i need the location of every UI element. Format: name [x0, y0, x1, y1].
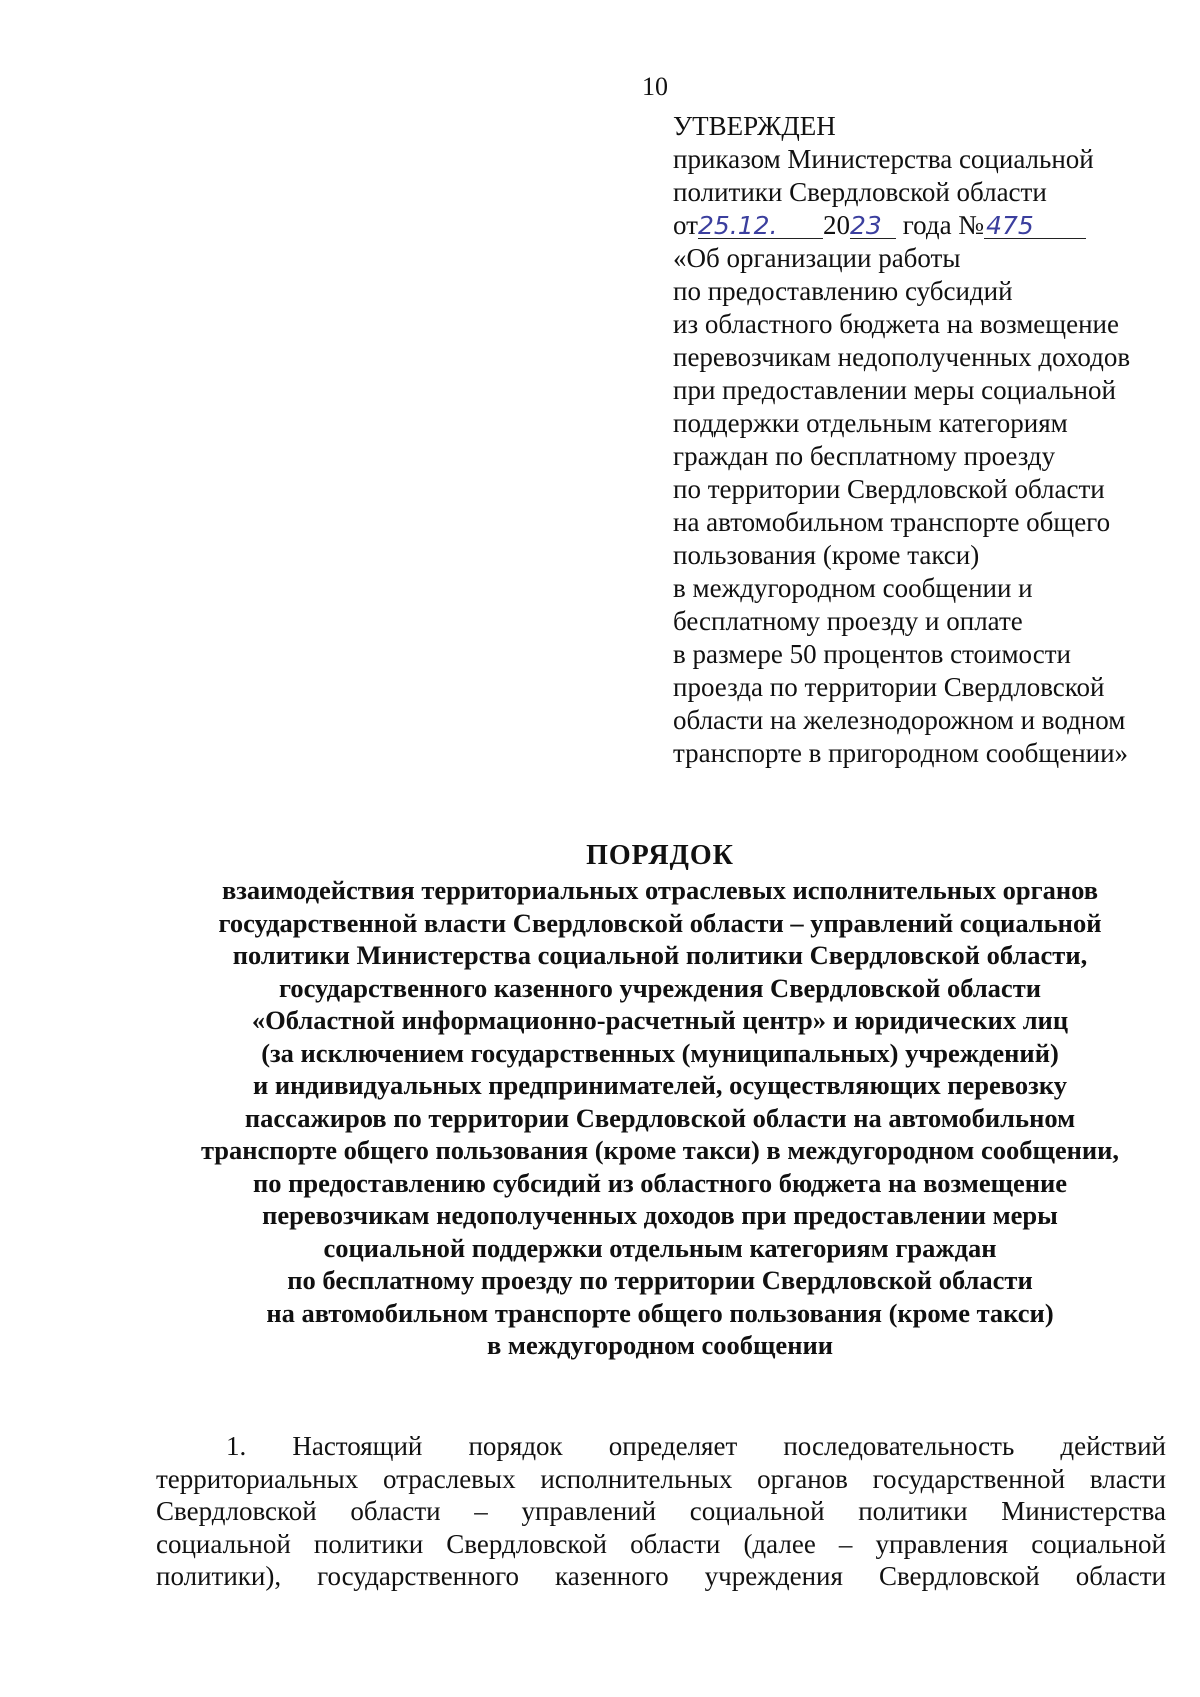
- document-subtitle-line: по предоставлению субсидий из областного бюджета на возмещение: [252, 1167, 1068, 1198]
- paragraph-line: территориальных отраслевых исполнительных органов государственной власти: [156, 1463, 1166, 1494]
- document-title-block: [140, 838, 1180, 1362]
- approval-title-line: граждан по бесплатному проезду: [673, 441, 1056, 471]
- approval-line: политики Свердловской области: [673, 177, 1047, 207]
- document-subtitle-line: политики Министерства социальной политики Свердловской области,: [232, 940, 1088, 970]
- approval-title-line: проезда по территории Свердловской: [673, 672, 1105, 702]
- document-subtitle-line: взаимодействия территориальных отраслевых исполнительных органов: [221, 875, 1099, 905]
- approval-title-line: в междугородном сообщении и: [673, 573, 1033, 603]
- approval-title-line: пользования (кроме такси): [673, 540, 980, 570]
- document-title: ПОРЯДОК: [586, 840, 734, 871]
- paragraph-1: [156, 1430, 1166, 1593]
- paragraph-line: Свердловской области – управлений социальной политики Министерства: [156, 1496, 1166, 1526]
- approval-title-line: в размере 50 процентов стоимости: [673, 639, 1071, 669]
- document-subtitle-line: (за исключением государственных (муниципальных) учреждений): [261, 1037, 1059, 1068]
- handwritten-order-number: 475: [984, 214, 1086, 239]
- approval-line: приказом Министерства социальной: [673, 144, 1094, 174]
- approval-date-line: [673, 209, 1193, 242]
- document-subtitle-line: по бесплатному проезду по территории Свердловской области: [287, 1265, 1033, 1295]
- document-subtitle-line: транспорте общего пользования (кроме такси) в междугородном сообщении,: [200, 1135, 1120, 1165]
- approval-heading: УТВЕРЖДЕН: [673, 111, 836, 141]
- paragraph-line: политики), государственного казенного учреждения Свердловской области: [156, 1561, 1166, 1591]
- page-number: 10: [642, 72, 668, 101]
- document-subtitle-line: пассажиров по территории Свердловской области на автомобильном: [244, 1102, 1076, 1133]
- approval-title-line: «Об организации работы: [673, 243, 961, 273]
- document-subtitle-line: в междугородном сообщении: [486, 1330, 833, 1360]
- document-subtitle-line: на автомобильном транспорте общего пользования (кроме такси): [266, 1297, 1054, 1328]
- approval-title-line: перевозчикам недополученных доходов: [673, 342, 1131, 372]
- approval-title-line: на автомобильном транспорте общего: [673, 507, 1111, 537]
- document-subtitle-line: социальной поддержки отдельным категориям граждан: [323, 1232, 997, 1263]
- approval-title-line: транспорте в пригородном сообщении»: [673, 738, 1129, 768]
- date-prefix: от: [673, 210, 698, 240]
- document-subtitle-line: государственной власти Свердловской области – управлений социальной: [218, 907, 1102, 938]
- year-prefix: 20: [822, 210, 850, 240]
- handwritten-year: 23: [850, 214, 896, 239]
- document-subtitle-line: перевозчикам недополученных доходов при предоставлении меры: [262, 1200, 1058, 1230]
- approval-title-line: поддержки отдельным категориям: [673, 408, 1068, 438]
- approval-title-line: области на железнодорожном и водном: [673, 705, 1126, 735]
- approval-title-line: из областного бюджета на возмещение: [673, 309, 1119, 339]
- approval-title-line: бесплатному проезду и оплате: [673, 606, 1023, 636]
- document-subtitle-line: государственного казенного учреждения Свердловской области: [279, 972, 1041, 1003]
- approval-title-line: по территории Свердловской области: [673, 474, 1105, 504]
- year-suffix: года №: [902, 210, 985, 240]
- paragraph-line: 1. Настоящий порядок определяет последовательность действий: [226, 1431, 1166, 1461]
- approval-title-line: по предоставлению субсидий: [673, 276, 1013, 306]
- document-subtitle-line: и индивидуальных предпринимателей, осуществляющих перевозку: [253, 1070, 1067, 1100]
- handwritten-date: 25.12.: [698, 214, 823, 239]
- paragraph-line: социальной политики Свердловской области (далее – управления социальной: [156, 1528, 1166, 1559]
- document-subtitle-line: «Областной информационно-расчетный центр» и юридических лиц: [251, 1005, 1069, 1035]
- approval-stamp: [673, 110, 1193, 770]
- approval-title-line: при предоставлении меры социальной: [673, 375, 1116, 405]
